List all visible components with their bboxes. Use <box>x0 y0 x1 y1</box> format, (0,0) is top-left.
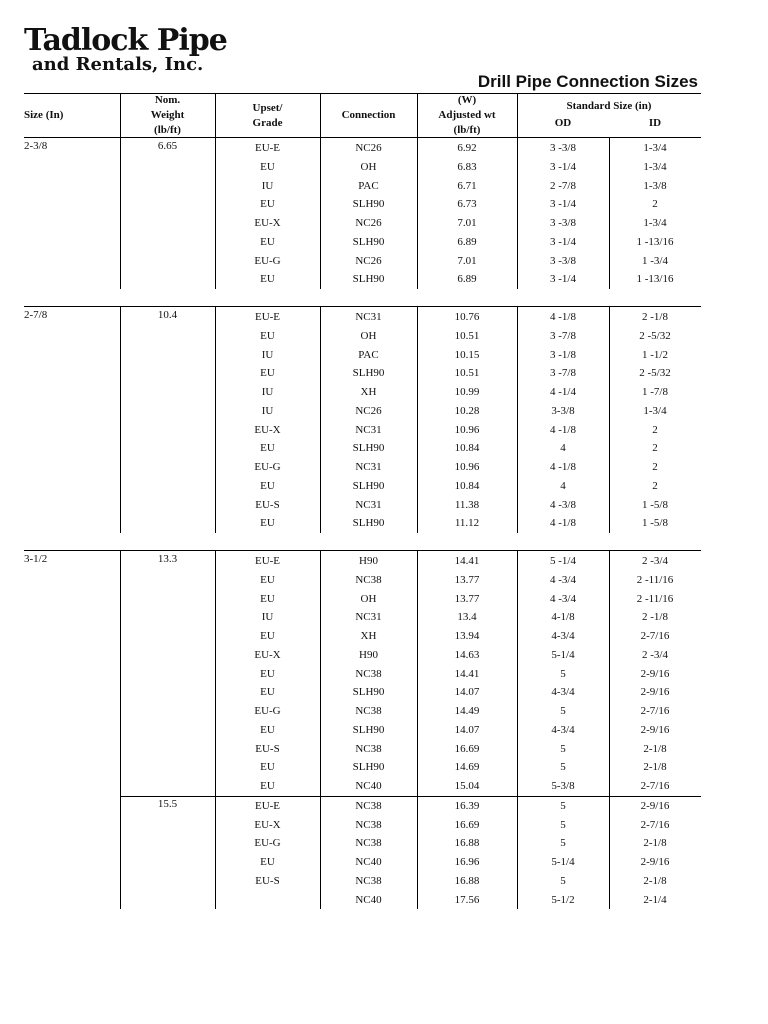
cell-od: 5 <box>560 837 566 850</box>
cell-grade: EU <box>260 667 275 680</box>
cell-connection: NC26 <box>355 142 382 154</box>
cell-connection: SLH90 <box>352 442 385 455</box>
column-divider <box>320 306 321 533</box>
cell-adjusted-wt: 13.77 <box>454 592 480 605</box>
cell-grade: EU <box>260 723 275 736</box>
cell-grade: EU-X <box>254 423 281 436</box>
column-divider <box>120 137 121 289</box>
cell-grade: EU-E <box>254 311 281 323</box>
cell-adjusted-wt: 6.89 <box>457 235 477 248</box>
cell-connection: NC38 <box>355 837 382 850</box>
cell-adjusted-wt: 16.69 <box>454 742 480 755</box>
cell-connection: SLH90 <box>352 273 385 286</box>
col-header-standard-size: Standard Size (in) <box>566 100 652 112</box>
cell-connection: NC31 <box>355 311 382 323</box>
column-divider <box>215 137 216 289</box>
column-divider <box>609 306 610 533</box>
cell-grade: IU <box>261 348 274 361</box>
cell-grade: EU-S <box>255 498 280 511</box>
col-header-upset-grade: Upset/ Grade <box>252 102 283 129</box>
weight-cell: 10.4 <box>157 309 178 321</box>
cell-id: 2 -3/4 <box>642 555 668 567</box>
cell-id: 2 -5/32 <box>639 367 671 380</box>
cell-grade: IU <box>261 611 274 624</box>
cell-id: 2-7/16 <box>640 818 670 831</box>
cell-od: 3 -1/4 <box>550 198 576 211</box>
cell-id: 1 -13/16 <box>636 235 674 248</box>
cell-od: 5-3/8 <box>551 780 575 792</box>
cell-connection: NC38 <box>355 573 382 586</box>
size-cell: 2-3/8 <box>24 140 48 152</box>
cell-connection: OH <box>360 160 377 173</box>
cell-adjusted-wt: 10.96 <box>454 461 480 473</box>
cell-connection: NC38 <box>355 818 382 831</box>
cell-adjusted-wt: 14.49 <box>454 705 480 717</box>
cell-adjusted-wt: 15.04 <box>454 780 480 792</box>
cell-adjusted-wt: 11.12 <box>454 517 480 530</box>
cell-od: 3 -1/4 <box>550 273 576 286</box>
cell-connection: XH <box>360 630 377 642</box>
cell-id: 1 -3/4 <box>642 254 668 267</box>
cell-adjusted-wt: 6.89 <box>457 273 477 286</box>
cell-od: 4 -3/4 <box>550 573 576 586</box>
weight-cell: 15.5 <box>157 797 178 810</box>
cell-connection: OH <box>360 329 377 342</box>
cell-connection: NC38 <box>355 667 382 680</box>
cell-id: 2-9/16 <box>640 799 670 812</box>
cell-connection: SLH90 <box>352 367 385 380</box>
cell-adjusted-wt: 14.63 <box>454 648 480 661</box>
cell-od: 5 <box>560 761 566 774</box>
cell-od: 3 -3/8 <box>550 254 576 267</box>
cell-grade: EU-G <box>254 461 281 473</box>
cell-grade: EU <box>260 442 275 455</box>
cell-grade: EU <box>260 367 275 380</box>
logo-name: Tadlock Pipe <box>24 23 227 58</box>
cell-grade: EU <box>260 686 275 699</box>
cell-od: 4 -1/8 <box>550 423 576 436</box>
cell-od: 5-1/4 <box>551 856 575 868</box>
cell-grade: EU <box>260 329 275 342</box>
cell-od: 4-1/8 <box>551 611 575 624</box>
cell-connection: NC26 <box>355 404 382 417</box>
page-title: Drill Pipe Connection Sizes <box>477 72 698 91</box>
column-divider <box>517 137 518 289</box>
cell-id: 1 -1/2 <box>642 348 668 361</box>
cell-od: 5 <box>560 818 566 831</box>
column-divider <box>120 306 121 533</box>
logo-subname: and Rentals, Inc. <box>32 54 204 75</box>
cell-connection: PAC <box>358 348 379 361</box>
cell-connection: SLH90 <box>352 723 385 736</box>
cell-id: 2-9/16 <box>640 723 670 736</box>
cell-adjusted-wt: 10.99 <box>454 386 480 398</box>
cell-adjusted-wt: 16.88 <box>454 874 480 887</box>
cell-od: 4 -1/8 <box>550 517 576 530</box>
cell-id: 2-7/16 <box>640 780 670 792</box>
cell-connection: PAC <box>358 179 379 192</box>
col-header-id: ID <box>648 117 662 129</box>
cell-adjusted-wt: 10.51 <box>454 329 480 342</box>
cell-id: 1 -5/8 <box>642 498 668 511</box>
header-divider <box>517 93 518 137</box>
cell-connection: SLH90 <box>352 517 385 530</box>
cell-connection: SLH90 <box>352 479 385 492</box>
cell-od: 4 <box>560 479 566 492</box>
cell-adjusted-wt: 13.94 <box>454 630 480 642</box>
column-divider <box>417 137 418 289</box>
cell-adjusted-wt: 10.84 <box>454 442 480 455</box>
cell-id: 2 <box>652 442 658 455</box>
cell-adjusted-wt: 6.73 <box>457 198 477 211</box>
cell-id: 2-9/16 <box>640 667 670 680</box>
cell-grade <box>215 891 320 910</box>
cell-connection: NC38 <box>355 799 382 812</box>
size-cell: 3-1/2 <box>24 553 48 565</box>
cell-adjusted-wt: 10.84 <box>454 479 480 492</box>
cell-grade: IU <box>261 386 274 398</box>
cell-id: 2-1/4 <box>643 893 667 906</box>
cell-id: 2-1/8 <box>643 761 667 774</box>
cell-adjusted-wt: 11.38 <box>454 498 480 511</box>
cell-id: 1-3/4 <box>643 404 667 417</box>
size-cell: 2-7/8 <box>24 309 48 321</box>
cell-od: 4 -3/8 <box>550 498 576 511</box>
cell-id: 2 -3/4 <box>642 648 668 661</box>
cell-grade: EU <box>260 573 275 586</box>
column-divider <box>517 550 518 909</box>
col-header-size: Size (In) <box>24 109 64 121</box>
cell-od: 4 -3/4 <box>550 592 576 605</box>
cell-od: 4-3/4 <box>551 630 575 642</box>
cell-connection: NC38 <box>355 705 382 717</box>
cell-id: 2-9/16 <box>640 686 670 699</box>
cell-grade: IU <box>261 404 274 417</box>
column-divider <box>320 550 321 909</box>
cell-connection: NC31 <box>355 461 382 473</box>
cell-grade: EU <box>260 235 275 248</box>
cell-od: 5 <box>560 667 566 680</box>
cell-grade: EU-G <box>254 254 281 267</box>
column-divider <box>417 306 418 533</box>
cell-grade: EU-S <box>255 742 280 755</box>
header-divider <box>417 93 418 137</box>
col-header-adjusted-wt: (W) Adjusted wt (lb/ft) <box>438 94 496 136</box>
cell-grade: EU-S <box>255 874 280 887</box>
cell-od: 5 <box>560 874 566 887</box>
cell-od: 5 <box>560 799 566 812</box>
cell-od: 3 -3/8 <box>550 142 576 154</box>
cell-od: 4-3/4 <box>551 686 575 699</box>
cell-od: 4 <box>560 442 566 455</box>
cell-adjusted-wt: 16.39 <box>454 799 480 812</box>
column-divider <box>215 306 216 533</box>
cell-od: 3 -1/8 <box>550 348 576 361</box>
cell-grade: EU <box>260 630 275 642</box>
cell-adjusted-wt: 14.07 <box>454 686 480 699</box>
cell-id: 2 -11/16 <box>636 592 674 605</box>
cell-connection: SLH90 <box>352 761 385 774</box>
cell-grade: EU <box>260 198 275 211</box>
cell-connection: NC31 <box>355 423 382 436</box>
cell-id: 2-7/16 <box>640 705 670 717</box>
cell-od: 3 -1/4 <box>550 235 576 248</box>
cell-adjusted-wt: 14.69 <box>454 761 480 774</box>
cell-connection: NC26 <box>355 254 382 267</box>
cell-adjusted-wt: 6.92 <box>457 142 477 154</box>
cell-id: 1-3/4 <box>643 160 667 173</box>
cell-connection: H90 <box>359 648 378 661</box>
cell-id: 2 -11/16 <box>636 573 674 586</box>
cell-adjusted-wt: 16.96 <box>454 856 480 868</box>
cell-od: 4 -1/8 <box>550 461 576 473</box>
cell-grade: EU <box>260 160 275 173</box>
cell-od: 5 -1/4 <box>550 555 576 567</box>
cell-id: 2-1/8 <box>643 742 667 755</box>
cell-connection: NC38 <box>355 874 382 887</box>
cell-id: 1 -7/8 <box>642 386 668 398</box>
column-divider <box>320 137 321 289</box>
cell-od: 4-3/4 <box>551 723 575 736</box>
cell-adjusted-wt: 14.41 <box>454 667 480 680</box>
cell-id: 1 -5/8 <box>642 517 668 530</box>
cell-connection: NC40 <box>355 856 382 868</box>
cell-connection: NC40 <box>355 893 382 906</box>
cell-id: 1 -13/16 <box>636 273 674 286</box>
cell-id: 1-3/4 <box>643 217 667 229</box>
cell-grade: EU <box>260 761 275 774</box>
cell-adjusted-wt: 10.15 <box>454 348 480 361</box>
cell-id: 2-1/8 <box>643 837 667 850</box>
cell-adjusted-wt: 14.07 <box>454 723 480 736</box>
cell-grade: EU-E <box>254 142 281 154</box>
cell-grade: EU-G <box>254 705 281 717</box>
cell-grade: EU <box>260 273 275 286</box>
cell-id: 2-9/16 <box>640 856 670 868</box>
weight-cell: 13.3 <box>157 553 178 565</box>
cell-id: 2 -1/8 <box>642 311 668 323</box>
cell-grade: EU <box>260 856 275 868</box>
cell-grade: EU <box>260 592 275 605</box>
cell-grade: EU-X <box>254 217 281 229</box>
cell-adjusted-wt: 6.71 <box>457 179 477 192</box>
col-header-od: OD <box>554 117 572 129</box>
cell-id: 2 <box>652 479 658 492</box>
column-divider <box>417 550 418 909</box>
cell-connection: NC31 <box>355 611 382 624</box>
cell-grade: EU-E <box>254 555 281 567</box>
cell-grade: EU-E <box>254 799 281 812</box>
column-divider <box>215 550 216 909</box>
cell-od: 3 -1/4 <box>550 160 576 173</box>
cell-grade: EU-G <box>254 837 281 850</box>
column-divider <box>517 306 518 533</box>
header-divider <box>320 93 321 137</box>
cell-adjusted-wt: 16.69 <box>454 818 480 831</box>
cell-connection: H90 <box>359 555 378 567</box>
column-divider <box>609 137 610 289</box>
cell-od: 5 <box>560 705 566 717</box>
cell-od: 3 -7/8 <box>550 367 576 380</box>
cell-od: 2 -7/8 <box>550 179 576 192</box>
cell-connection: OH <box>360 592 377 605</box>
cell-id: 2 <box>652 461 658 473</box>
cell-adjusted-wt: 10.96 <box>454 423 480 436</box>
cell-adjusted-wt: 13.77 <box>454 573 480 586</box>
cell-connection: NC38 <box>355 742 382 755</box>
cell-id: 2-1/8 <box>643 874 667 887</box>
cell-connection: NC26 <box>355 217 382 229</box>
cell-id: 2 -5/32 <box>639 329 671 342</box>
cell-id: 2 <box>652 423 658 436</box>
col-header-nom-weight: Nom. Weight (lb/ft) <box>150 94 185 136</box>
column-divider <box>120 550 121 909</box>
cell-grade: EU-X <box>254 648 281 661</box>
cell-adjusted-wt: 10.76 <box>454 311 480 323</box>
cell-adjusted-wt: 14.41 <box>454 555 480 567</box>
weight-cell: 6.65 <box>157 140 178 152</box>
cell-od: 3-3/8 <box>551 404 575 417</box>
cell-grade: IU <box>261 179 274 192</box>
cell-adjusted-wt: 10.28 <box>454 404 480 417</box>
column-divider <box>609 550 610 909</box>
header-divider <box>120 93 121 137</box>
cell-connection: XH <box>360 386 377 398</box>
cell-id: 2 <box>652 198 658 211</box>
cell-connection: SLH90 <box>352 198 385 211</box>
cell-od: 4 -1/4 <box>550 386 576 398</box>
header-divider <box>215 93 216 137</box>
cell-grade: EU <box>260 780 275 792</box>
cell-connection: NC31 <box>355 498 382 511</box>
cell-adjusted-wt: 7.01 <box>457 217 477 229</box>
cell-adjusted-wt: 16.88 <box>454 837 480 850</box>
cell-adjusted-wt: 13.4 <box>457 611 477 624</box>
cell-od: 5 <box>560 742 566 755</box>
company-logo <box>24 23 227 75</box>
cell-adjusted-wt: 17.56 <box>454 893 480 906</box>
cell-grade: EU <box>260 479 275 492</box>
cell-id: 1-3/4 <box>643 142 667 154</box>
group-separator-rule <box>24 306 701 307</box>
cell-connection: SLH90 <box>352 686 385 699</box>
cell-id: 2 -1/8 <box>642 611 668 624</box>
cell-od: 3 -7/8 <box>550 329 576 342</box>
col-header-connection: Connection <box>341 109 396 121</box>
cell-od: 5-1/2 <box>551 893 575 906</box>
group-separator-rule <box>24 550 701 551</box>
cell-connection: SLH90 <box>352 235 385 248</box>
cell-connection: NC40 <box>355 780 382 792</box>
cell-id: 1-3/8 <box>643 179 667 192</box>
cell-od: 5-1/4 <box>551 648 575 661</box>
cell-adjusted-wt: 10.51 <box>454 367 480 380</box>
cell-od: 3 -3/8 <box>550 217 576 229</box>
cell-grade: EU <box>260 517 275 530</box>
cell-adjusted-wt: 7.01 <box>457 254 477 267</box>
cell-adjusted-wt: 6.83 <box>457 160 477 173</box>
cell-grade: EU-X <box>254 818 281 831</box>
cell-id: 2-7/16 <box>640 630 670 642</box>
cell-od: 4 -1/8 <box>550 311 576 323</box>
